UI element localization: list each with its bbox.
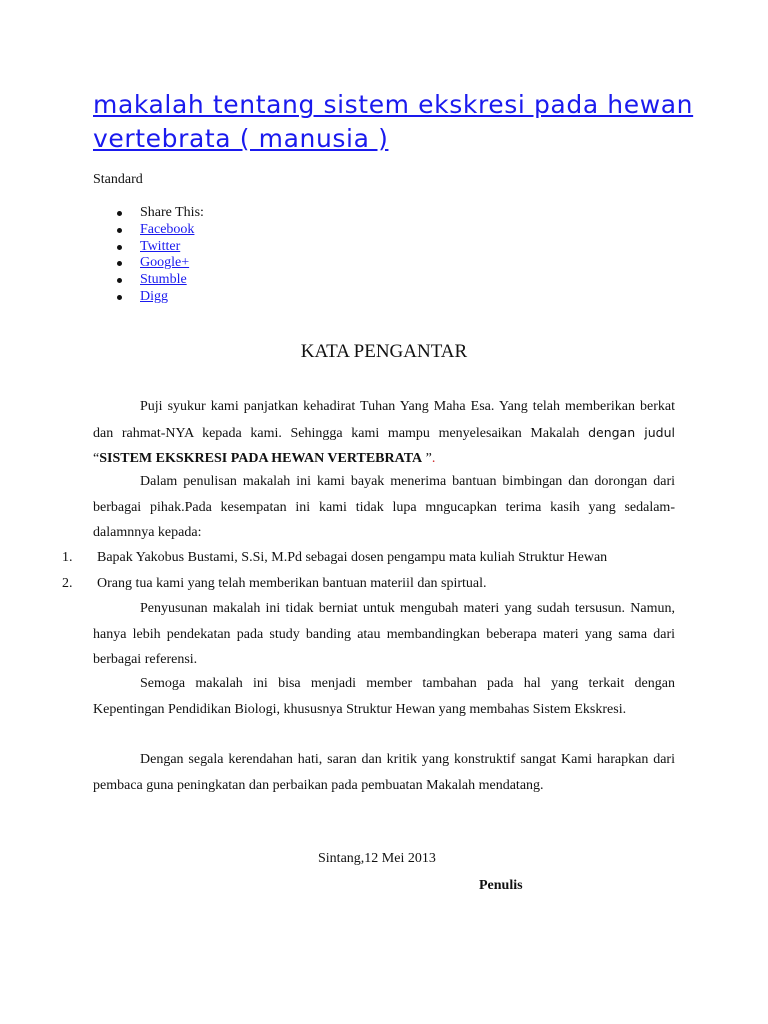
share-label: Share This: bbox=[140, 205, 204, 220]
share-item-digg bbox=[93, 289, 393, 306]
paragraph-1-judul: dengan judul bbox=[588, 424, 675, 440]
share-link-digg[interactable]: Digg bbox=[140, 288, 168, 304]
quote-open: “ bbox=[93, 451, 100, 466]
share-link-twitter[interactable]: Twitter bbox=[140, 238, 181, 254]
bullet-icon bbox=[117, 245, 122, 250]
list-number: 2. bbox=[62, 576, 73, 591]
signature-author: Penulis bbox=[479, 878, 523, 893]
share-list bbox=[93, 205, 393, 306]
bullet-icon bbox=[117, 211, 122, 216]
share-label-item bbox=[93, 205, 393, 222]
share-link-stumble[interactable]: Stumble bbox=[140, 272, 187, 288]
post-format-label: Standard bbox=[93, 172, 143, 187]
section-heading: KATA PENGANTAR bbox=[300, 341, 468, 362]
paragraph-2: Dalam penulisan makalah ini kami bayak menerima bantuan bimbingan dan dorongan dari berbagai pihak.Pada kesempatan ini kami tidak lupa mngucapkan terima kasih yang sedalam- dalamnnya kepada: bbox=[93, 474, 675, 540]
paragraph-4: Semoga makalah ini bisa menjadi member tambahan pada hal yang terkait dengan Kepentingan Pendidikan Biologi, khususnya Struktur Hewan yang membahas Sistem Ekskresi. bbox=[93, 676, 675, 717]
bullet-icon bbox=[117, 228, 122, 233]
bullet-icon bbox=[117, 261, 122, 266]
bullet-icon bbox=[117, 295, 122, 300]
paragraph-3: Penyusunan makalah ini tidak berniat untuk mengubah materi yang sudah tersusun. Namun, hanya lebih pendekatan pada study banding atau membandingkan beberapa materi yang sama dari berbagai referensi. bbox=[93, 601, 675, 667]
paragraph-5: Dengan segala kerendahan hati, saran dan kritik yang konstruktif sangat Kami harapkan dari pembaca guna peningkatan dan perbaikan pada pembuatan Makalah mendatang. bbox=[93, 752, 675, 793]
paragraph-1-text: Puji syukur kami panjatkan kehadirat Tuhan Yang Maha Esa. Yang telah memberikan berkat dan rahmat-NYA kepada kami. Sehingga kami mampu menyelesaikan Makalah bbox=[93, 399, 675, 441]
paragraph-1-end: . bbox=[431, 451, 436, 466]
list-number: 1. bbox=[62, 550, 73, 565]
list-text: Orang tua kami yang telah memberikan bantuan materiil dan spirtual. bbox=[97, 576, 487, 591]
bullet-icon bbox=[117, 278, 122, 283]
share-item-stumble bbox=[93, 272, 393, 289]
paragraph-1 bbox=[93, 394, 675, 472]
signature-date: Sintang,12 Mei 2013 bbox=[318, 851, 436, 866]
share-item-google bbox=[93, 255, 393, 272]
share-item-twitter bbox=[93, 239, 393, 256]
share-link-google[interactable]: Google+ bbox=[140, 255, 190, 271]
paper-title-bold: SISTEM EKSKRESI PADA HEWAN VERTEBRATA bbox=[99, 451, 423, 466]
quote-close: ” bbox=[422, 451, 432, 466]
share-item-facebook bbox=[93, 222, 393, 239]
post-title-link[interactable]: makalah tentang sistem ekskresi pada hewan vertebrata ( manusia ) bbox=[93, 90, 694, 153]
share-link-facebook[interactable]: Facebook bbox=[140, 221, 195, 237]
list-text: Bapak Yakobus Bustami, S.Si, M.Pd sebagai dosen pengampu mata kuliah Struktur Hewan bbox=[97, 550, 608, 565]
